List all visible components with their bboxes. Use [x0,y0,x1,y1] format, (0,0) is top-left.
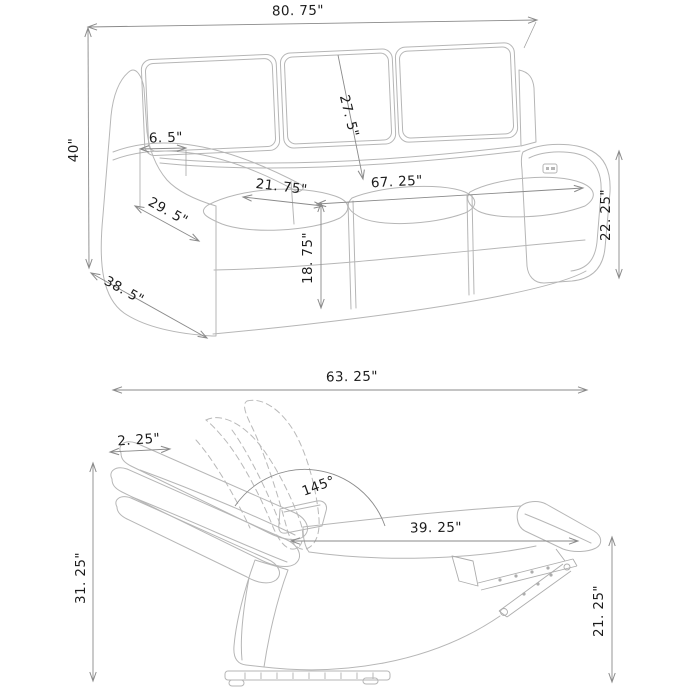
label-overall-height: 40" [66,137,82,163]
back-cushion-right-seam [399,47,514,139]
ext-line-overall-width [524,22,536,48]
button-dot-2 [551,167,555,170]
sofa-front-view [66,3,619,338]
mechanism-upper-bar [478,559,577,590]
sofa-seat-cushions [203,177,593,334]
recliner-back-reclined [111,442,327,583]
seat-cushion-right [468,177,594,217]
back-cushion-right [395,42,518,142]
back-cushion-layer-2 [111,468,300,567]
label-recline-angle: 145° [299,472,338,500]
headrest-seam [284,505,320,512]
label-arm-top-width: 6. 5" [148,129,184,147]
seat-cushion-left [203,189,347,230]
front-horizontal-seam [214,240,585,270]
footrest-pad [517,502,600,552]
seat-underside [309,546,536,558]
back-cushion-seams [132,470,295,562]
seat-deck-line-2 [160,151,520,168]
label-reclined-length: 63. 25" [325,368,379,386]
label-back-height: 27. 5" [335,93,362,139]
label-reclined-seat-length: 39. 25" [409,519,463,537]
footrest-seam [525,514,591,543]
label-seat-depth: 21. 75" [254,175,309,199]
base-foot-right [363,678,378,684]
back-cushion-layer-3 [116,497,280,583]
recliner-mechanism [452,549,577,617]
dim-line-overall-width [88,20,537,27]
sofa-right-arm [521,144,610,283]
label-arm-front-depth: 29. 5" [145,194,191,229]
side-column [234,560,288,667]
sofa-bottom-edge [213,271,586,334]
label-overall-width: 80. 75" [271,2,325,20]
button-dot-1 [546,167,549,170]
mechanism-footrest-link [556,549,565,561]
recliner-dimensions [73,369,612,682]
label-footrest-height: 21. 25" [591,585,607,637]
back-position-mid-dashed [206,418,303,549]
power-recline-button-panel [543,164,557,173]
mechanism-diagonal-bar [499,564,571,617]
base-rail-ticks [245,673,373,680]
right-arm-outline [521,144,610,283]
label-inner-width: 67. 25" [370,172,424,192]
front-seam-left [348,201,356,309]
mechanism-bracket [452,556,478,586]
mechanism-pivot-small [564,564,570,570]
label-wall-clearance: 2. 25" [116,430,161,450]
label-recliner-back-height: 31. 25" [73,552,89,604]
dim-line-overall-height [88,28,89,268]
base-foot-left [229,680,244,686]
recliner-side-view [73,369,612,686]
dim-line-wall-clearance [110,449,170,452]
base-front-silhouette [264,616,500,670]
seat-cushion-middle [348,186,475,223]
label-overall-depth: 38. 5" [101,273,147,308]
back-right-edge [519,70,536,146]
label-seat-height: 18. 75" [300,232,316,284]
dim-line-arm-top-width [140,148,186,149]
label-arm-height: 22. 25" [598,189,614,241]
base-rail [225,671,390,680]
dim-line-seat-depth [243,197,323,206]
